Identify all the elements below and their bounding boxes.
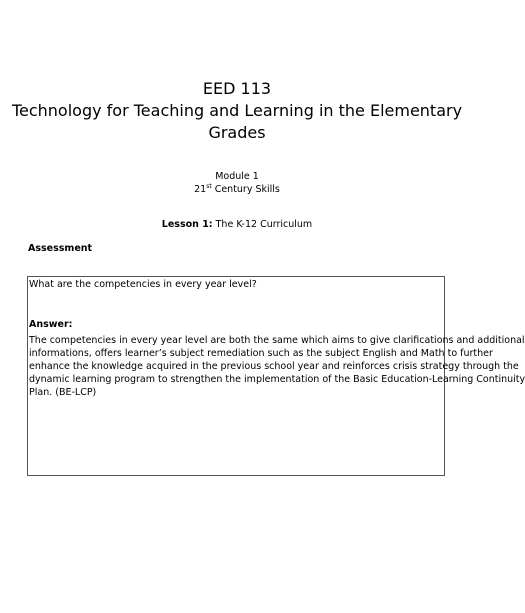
course-code: EED 113 bbox=[202, 79, 272, 98]
answer-line: enhance the knowledge acquired in the previous school year and reinforces crisis strategy through the bbox=[29, 361, 519, 372]
module-info bbox=[0, 170, 474, 196]
lesson-name: The K-12 Curriculum bbox=[212, 219, 313, 230]
answer-line: informations, offers learner’s subject remediation such as the subject English and Math to further bbox=[29, 348, 493, 359]
century-suffix: st bbox=[206, 182, 212, 190]
assessment-box bbox=[27, 276, 525, 476]
module-topic bbox=[0, 183, 474, 196]
lesson-info bbox=[0, 218, 474, 231]
module-label: Module 1 bbox=[215, 171, 259, 182]
document-title bbox=[0, 78, 474, 144]
answer-line: dynamic learning program to strengthen the implementation of the Basic Education-Learning Continuity bbox=[29, 374, 525, 385]
answer-text bbox=[29, 334, 525, 399]
century-number: 21 bbox=[194, 184, 207, 195]
course-title-line-1: Technology for Teaching and Learning in the Elementary bbox=[11, 101, 463, 120]
assessment-question: What are the competencies in every year level? bbox=[29, 279, 257, 290]
answer-line: The competencies in every year level are both the same which aims to give clarifications and additional bbox=[29, 335, 525, 346]
lesson-label: Lesson 1: bbox=[161, 219, 213, 230]
assessment-heading: Assessment bbox=[28, 243, 93, 254]
course-title-line-2: Grades bbox=[208, 123, 266, 142]
century-text: Century Skills bbox=[211, 184, 280, 195]
answer-line: Plan. (BE-LCP) bbox=[29, 387, 97, 398]
answer-label: Answer: bbox=[29, 319, 73, 330]
